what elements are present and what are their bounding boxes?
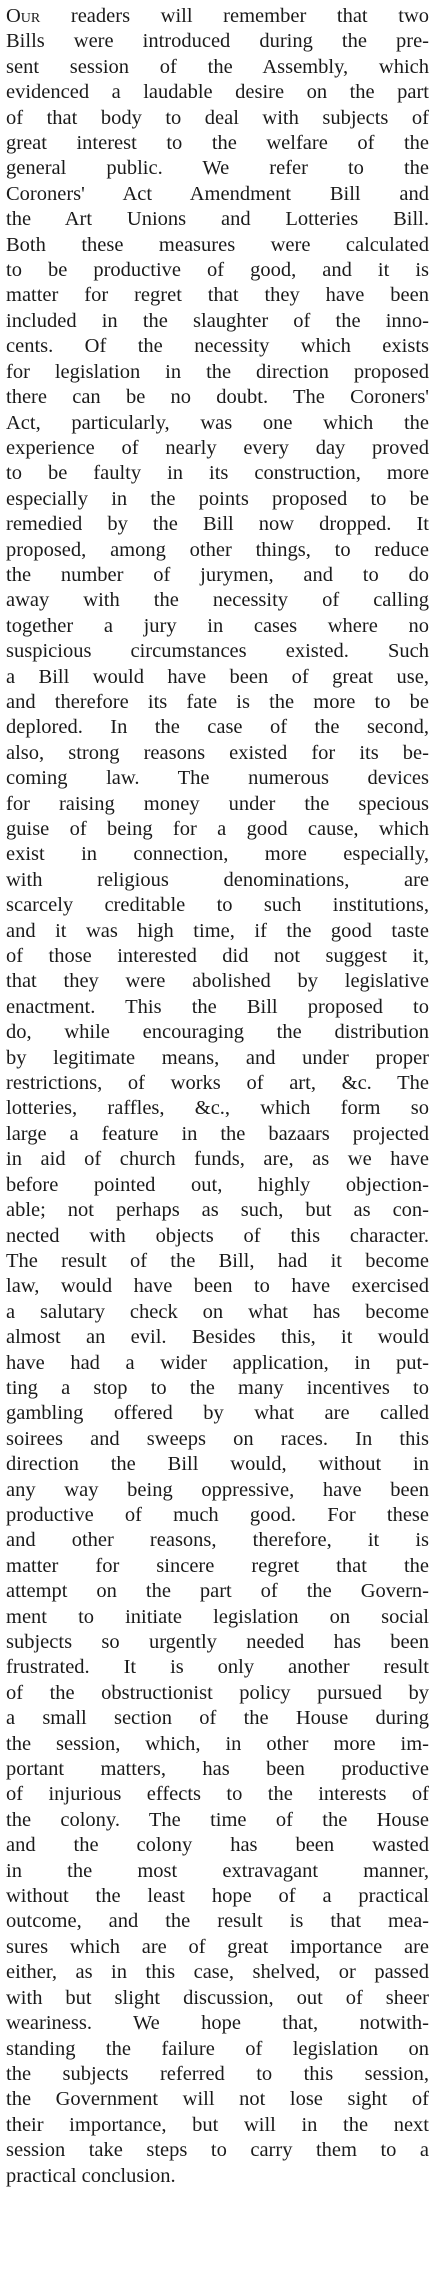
- article-line: attempt on the part of the Govern-: [6, 1580, 429, 1603]
- article-line: ment to initiate legislation on social: [6, 1605, 429, 1628]
- article-line: to be productive of good, and it is: [6, 259, 429, 282]
- article-line: matter for sincere regret that the: [6, 1554, 429, 1577]
- article-line: the Government will not lose sight of: [6, 2088, 429, 2111]
- article-line: included in the slaughter of the inno-: [6, 309, 429, 332]
- article-line: suspicious circumstances existed. Such: [6, 640, 429, 663]
- article-line: especially in the points proposed to be: [6, 487, 429, 510]
- article-line: a salutary check on what has become: [6, 1300, 429, 1323]
- article-line: experience of nearly every day proved: [6, 436, 429, 459]
- article-line: deplored. In the case of the second,: [6, 716, 429, 739]
- article-line: portant matters, has been productive: [6, 1758, 429, 1781]
- article-line: together a jury in cases where no: [6, 614, 429, 637]
- article-line: great interest to the welfare of the: [6, 132, 429, 155]
- article-line: that they were abolished by legislative: [6, 970, 429, 993]
- article-line: also, strong reasons existed for its be-: [6, 741, 429, 764]
- article-line: [6, 4, 429, 29]
- article-line: have had a wider application, in put-: [6, 1351, 429, 1374]
- article-line: session take steps to carry them to a: [6, 2139, 429, 2162]
- article-line: ting a stop to the many incentives to: [6, 1376, 429, 1399]
- article-line: Coroners' Act Amendment Bill and: [6, 182, 429, 205]
- article-line: do, while encouraging the distribution: [6, 1021, 429, 1044]
- article-line: direction the Bill would, without in: [6, 1453, 429, 1476]
- article-line: evidenced a laudable desire on the part: [6, 81, 429, 104]
- article-line: almost an evil. Besides this, it would: [6, 1326, 429, 1349]
- article-line: of the obstructionist policy pursued by: [6, 1681, 429, 1704]
- article-line: and therefore its fate is the more to be: [6, 690, 429, 713]
- article-line: in the most extravagant manner,: [6, 1859, 429, 1882]
- article-line: restrictions, of works of art, &c. The: [6, 1072, 429, 1095]
- article-line: away with the necessity of calling: [6, 589, 429, 612]
- article-line: without the least hope of a practical: [6, 1885, 429, 1908]
- article-line: law, would have been to have exercised: [6, 1275, 429, 1298]
- article-line: practical conclusion.: [6, 2164, 176, 2187]
- article-line: able; not perhaps as such, but as con-: [6, 1199, 429, 1222]
- article-line: The result of the Bill, had it become: [6, 1249, 429, 1272]
- article-line: coming law. The numerous devices: [6, 767, 429, 790]
- article-line: scarcely creditable to such institutions,: [6, 894, 429, 917]
- article-line: frustrated. It is only another result: [6, 1656, 429, 1679]
- article-line: the number of jurymen, and to do: [6, 563, 429, 586]
- article-line: there can be no doubt. The Coroners': [6, 386, 429, 409]
- article-line: proposed, among other things, to reduce: [6, 538, 429, 561]
- article-line: and it was high time, if the good taste: [6, 919, 429, 942]
- article-line: large a feature in the bazaars projected: [6, 1122, 429, 1145]
- article-line: a small section of the House during: [6, 1707, 429, 1730]
- article-line: weariness. We hope that, notwith-: [6, 2012, 429, 2035]
- article-line: by legitimate means, and under proper: [6, 1046, 429, 1069]
- article-line: the colony. The time of the House: [6, 1808, 429, 1831]
- article-line: the session, which, in other more im-: [6, 1732, 429, 1755]
- article-line: outcome, and the result is that mea-: [6, 1910, 429, 1933]
- article-line: in aid of church funds, are, as we have: [6, 1148, 429, 1171]
- article-line: sures which are of great importance are: [6, 1935, 429, 1958]
- article-line: remedied by the Bill now dropped. It: [6, 513, 429, 536]
- article-line: Both these measures were calculated: [6, 233, 429, 256]
- article-line: of those interested did not suggest it,: [6, 945, 429, 968]
- article-line: productive of much good. For these: [6, 1503, 429, 1526]
- article-line-text: readers will remember that two: [40, 5, 429, 27]
- article-line: matter for regret that they have been: [6, 284, 429, 307]
- article-line: with religious denominations, are: [6, 868, 429, 891]
- opening-word: Our: [6, 5, 41, 27]
- article-line: to be faulty in its construction, more: [6, 462, 429, 485]
- article-line: a Bill would have been of great use,: [6, 665, 429, 688]
- article-line: either, as in this case, shelved, or passed: [6, 1961, 429, 1984]
- article-line: their importance, but will in the next: [6, 2113, 429, 2136]
- article-line: sent session of the Assembly, which: [6, 55, 429, 78]
- article-line: cents. Of the necessity which exists: [6, 335, 429, 358]
- article-line: of injurious effects to the interests of: [6, 1783, 429, 1806]
- article-line: before pointed out, highly objection-: [6, 1173, 429, 1196]
- article-line: for legislation in the direction proposed: [6, 360, 429, 383]
- article-line: soirees and sweeps on races. In this: [6, 1427, 429, 1450]
- article-line: with but slight discussion, out of sheer: [6, 1986, 429, 2009]
- article-line: nected with objects of this character.: [6, 1224, 429, 1247]
- article-line: guise of being for a good cause, which: [6, 818, 429, 840]
- article-line: enactment. This the Bill proposed to: [6, 995, 429, 1018]
- article-line: of that body to deal with subjects of: [6, 106, 429, 129]
- article-line: gambling offered by what are called: [6, 1402, 429, 1425]
- article-line: the Art Unions and Lotteries Bill.: [6, 208, 429, 231]
- article-line: the subjects referred to this session,: [6, 2062, 429, 2085]
- article-line: lotteries, raffles, &c., which form so: [6, 1097, 429, 1120]
- article-line: exist in connection, more especially,: [6, 843, 429, 866]
- article-line: subjects so urgently needed has been: [6, 1631, 429, 1653]
- article-line: for raising money under the specious: [6, 792, 429, 815]
- article-line: Bills were introduced during the pre-: [6, 30, 429, 53]
- article-line: and the colony has been wasted: [6, 1834, 429, 1857]
- article-line: general public. We refer to the: [6, 157, 429, 180]
- article-line: and other reasons, therefore, it is: [6, 1529, 429, 1552]
- article-line: Act, particularly, was one which the: [6, 411, 429, 434]
- article-line: any way being oppressive, have been: [6, 1478, 429, 1501]
- article-line: standing the failure of legislation on: [6, 2037, 429, 2060]
